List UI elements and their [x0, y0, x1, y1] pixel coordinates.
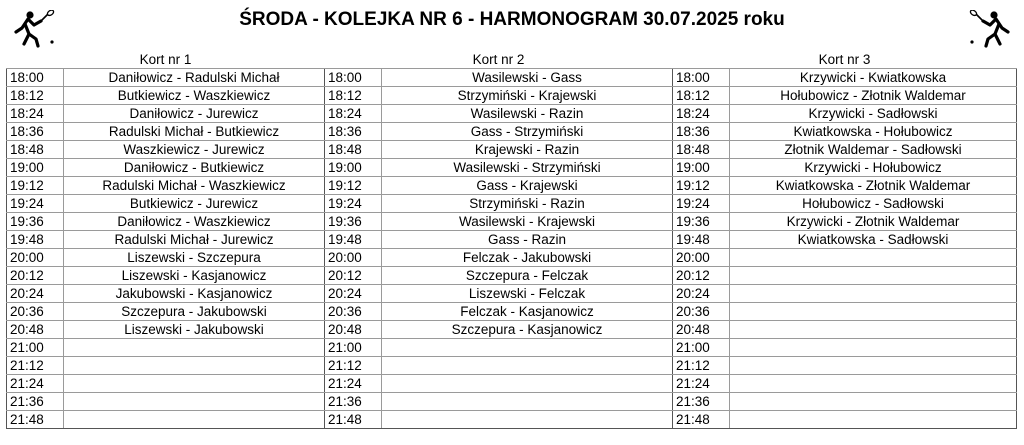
table-row	[7, 303, 1017, 321]
time-cell: 18:12	[673, 87, 730, 105]
match-cell: Butkiewicz - Jurewicz	[64, 195, 325, 213]
match-cell: Butkiewicz - Waszkiewicz	[64, 87, 325, 105]
time-cell: 20:12	[325, 267, 382, 285]
time-cell: 20:24	[7, 285, 64, 303]
time-cell: 19:12	[673, 177, 730, 195]
time-cell: 20:48	[325, 321, 382, 339]
table-row	[7, 375, 1017, 393]
time-cell: 19:36	[7, 213, 64, 231]
time-cell: 21:48	[7, 411, 64, 429]
page-title: ŚRODA - KOLEJKA NR 6 - HARMONOGRAM 30.07.2025 roku	[239, 9, 785, 30]
time-cell: 20:36	[325, 303, 382, 321]
table-row	[7, 123, 1017, 141]
time-cell: 18:12	[325, 87, 382, 105]
time-cell: 19:24	[7, 195, 64, 213]
tennis-player-icon	[8, 10, 56, 48]
match-cell	[64, 357, 325, 375]
court-header-row	[7, 52, 1017, 69]
time-cell: 19:00	[7, 159, 64, 177]
match-cell: Złotnik Waldemar - Sadłowski	[730, 141, 1017, 159]
time-cell: 19:48	[673, 231, 730, 249]
table-row	[7, 195, 1017, 213]
time-cell: 20:12	[673, 267, 730, 285]
time-cell: 18:00	[325, 69, 382, 87]
time-cell: 19:36	[325, 213, 382, 231]
time-cell: 20:24	[673, 285, 730, 303]
time-cell: 19:00	[673, 159, 730, 177]
match-cell: Szczepura - Felczak	[382, 267, 673, 285]
time-cell: 19:24	[673, 195, 730, 213]
time-cell: 20:48	[673, 321, 730, 339]
match-cell: Radulski Michał - Waszkiewicz	[64, 177, 325, 195]
match-cell: Waszkiewicz - Jurewicz	[64, 141, 325, 159]
match-cell: Liszewski - Felczak	[382, 285, 673, 303]
match-cell: Wasilewski - Strzymiński	[382, 159, 673, 177]
table-row	[7, 357, 1017, 375]
schedule-table	[6, 52, 1017, 429]
time-cell: 21:00	[673, 339, 730, 357]
court-2-header: Kort nr 2	[325, 52, 673, 69]
time-cell: 18:36	[673, 123, 730, 141]
match-cell	[730, 393, 1017, 411]
match-cell: Gass - Razin	[382, 231, 673, 249]
match-cell: Hołubowicz - Złotnik Waldemar	[730, 87, 1017, 105]
match-cell: Kwiatkowska - Sadłowski	[730, 231, 1017, 249]
table-row	[7, 411, 1017, 429]
time-cell: 18:00	[7, 69, 64, 87]
table-row	[7, 285, 1017, 303]
match-cell: Szczepura - Jakubowski	[64, 303, 325, 321]
match-cell	[730, 285, 1017, 303]
match-cell: Wasilewski - Krajewski	[382, 213, 673, 231]
time-cell: 19:12	[325, 177, 382, 195]
table-row	[7, 321, 1017, 339]
match-cell: Hołubowicz - Sadłowski	[730, 195, 1017, 213]
match-cell	[382, 393, 673, 411]
time-cell: 18:48	[7, 141, 64, 159]
time-cell: 20:36	[7, 303, 64, 321]
table-row	[7, 249, 1017, 267]
time-cell: 18:36	[325, 123, 382, 141]
match-cell	[730, 267, 1017, 285]
table-row	[7, 339, 1017, 357]
court-3-header: Kort nr 3	[673, 52, 1017, 69]
time-cell: 21:12	[7, 357, 64, 375]
table-row	[7, 393, 1017, 411]
time-cell: 21:24	[7, 375, 64, 393]
match-cell: Radulski Michał - Butkiewicz	[64, 123, 325, 141]
match-cell: Felczak - Jakubowski	[382, 249, 673, 267]
time-cell: 20:48	[7, 321, 64, 339]
time-cell: 20:24	[325, 285, 382, 303]
match-cell	[730, 375, 1017, 393]
time-cell: 21:48	[325, 411, 382, 429]
match-cell: Wasilewski - Razin	[382, 105, 673, 123]
table-row	[7, 231, 1017, 249]
match-cell: Liszewski - Kasjanowicz	[64, 267, 325, 285]
match-cell: Wasilewski - Gass	[382, 69, 673, 87]
match-cell	[382, 375, 673, 393]
time-cell: 19:00	[325, 159, 382, 177]
match-cell	[64, 375, 325, 393]
schedule-body	[7, 69, 1017, 429]
time-cell: 18:48	[673, 141, 730, 159]
match-cell	[730, 249, 1017, 267]
match-cell	[730, 303, 1017, 321]
time-cell: 21:36	[673, 393, 730, 411]
match-cell: Kwiatkowska - Hołubowicz	[730, 123, 1017, 141]
match-cell	[382, 339, 673, 357]
match-cell: Krzywicki - Hołubowicz	[730, 159, 1017, 177]
match-cell	[64, 393, 325, 411]
time-cell: 18:00	[673, 69, 730, 87]
match-cell	[382, 411, 673, 429]
time-cell: 18:24	[7, 105, 64, 123]
time-cell: 18:12	[7, 87, 64, 105]
time-cell: 19:24	[325, 195, 382, 213]
match-cell: Krzywicki - Złotnik Waldemar	[730, 213, 1017, 231]
time-cell: 20:00	[673, 249, 730, 267]
time-cell: 21:24	[325, 375, 382, 393]
time-cell: 20:00	[325, 249, 382, 267]
match-cell: Krajewski - Razin	[382, 141, 673, 159]
table-row	[7, 267, 1017, 285]
time-cell: 18:48	[325, 141, 382, 159]
match-cell	[730, 339, 1017, 357]
court-1-header: Kort nr 1	[7, 52, 325, 69]
time-cell: 19:12	[7, 177, 64, 195]
match-cell: Liszewski - Jakubowski	[64, 321, 325, 339]
match-cell: Daniłowicz - Butkiewicz	[64, 159, 325, 177]
match-cell: Daniłowicz - Waszkiewicz	[64, 213, 325, 231]
match-cell: Felczak - Kasjanowicz	[382, 303, 673, 321]
time-cell: 19:48	[7, 231, 64, 249]
match-cell: Szczepura - Kasjanowicz	[382, 321, 673, 339]
match-cell	[64, 339, 325, 357]
match-cell: Krzywicki - Sadłowski	[730, 105, 1017, 123]
time-cell: 21:24	[673, 375, 730, 393]
match-cell: Daniłowicz - Radulski Michał	[64, 69, 325, 87]
time-cell: 20:36	[673, 303, 730, 321]
table-row	[7, 141, 1017, 159]
match-cell: Kwiatkowska - Złotnik Waldemar	[730, 177, 1017, 195]
time-cell: 19:36	[673, 213, 730, 231]
match-cell	[730, 321, 1017, 339]
time-cell: 18:24	[325, 105, 382, 123]
table-row	[7, 87, 1017, 105]
table-row	[7, 213, 1017, 231]
time-cell: 20:00	[7, 249, 64, 267]
match-cell: Jakubowski - Kasjanowicz	[64, 285, 325, 303]
tennis-player-icon	[968, 10, 1016, 48]
time-cell: 20:12	[7, 267, 64, 285]
time-cell: 19:48	[325, 231, 382, 249]
match-cell	[730, 411, 1017, 429]
time-cell: 18:24	[673, 105, 730, 123]
time-cell: 21:00	[7, 339, 64, 357]
match-cell	[382, 357, 673, 375]
table-row	[7, 69, 1017, 87]
time-cell: 18:36	[7, 123, 64, 141]
table-row	[7, 159, 1017, 177]
match-cell: Strzymiński - Razin	[382, 195, 673, 213]
match-cell: Gass - Strzymiński	[382, 123, 673, 141]
table-row	[7, 105, 1017, 123]
match-cell: Strzymiński - Krajewski	[382, 87, 673, 105]
time-cell: 21:36	[325, 393, 382, 411]
match-cell: Gass - Krajewski	[382, 177, 673, 195]
time-cell: 21:12	[325, 357, 382, 375]
match-cell	[730, 357, 1017, 375]
time-cell: 21:12	[673, 357, 730, 375]
match-cell: Daniłowicz - Jurewicz	[64, 105, 325, 123]
table-row	[7, 177, 1017, 195]
time-cell: 21:36	[7, 393, 64, 411]
time-cell: 21:00	[325, 339, 382, 357]
time-cell: 21:48	[673, 411, 730, 429]
match-cell: Liszewski - Szczepura	[64, 249, 325, 267]
match-cell: Krzywicki - Kwiatkowska	[730, 69, 1017, 87]
match-cell	[64, 411, 325, 429]
match-cell: Radulski Michał - Jurewicz	[64, 231, 325, 249]
